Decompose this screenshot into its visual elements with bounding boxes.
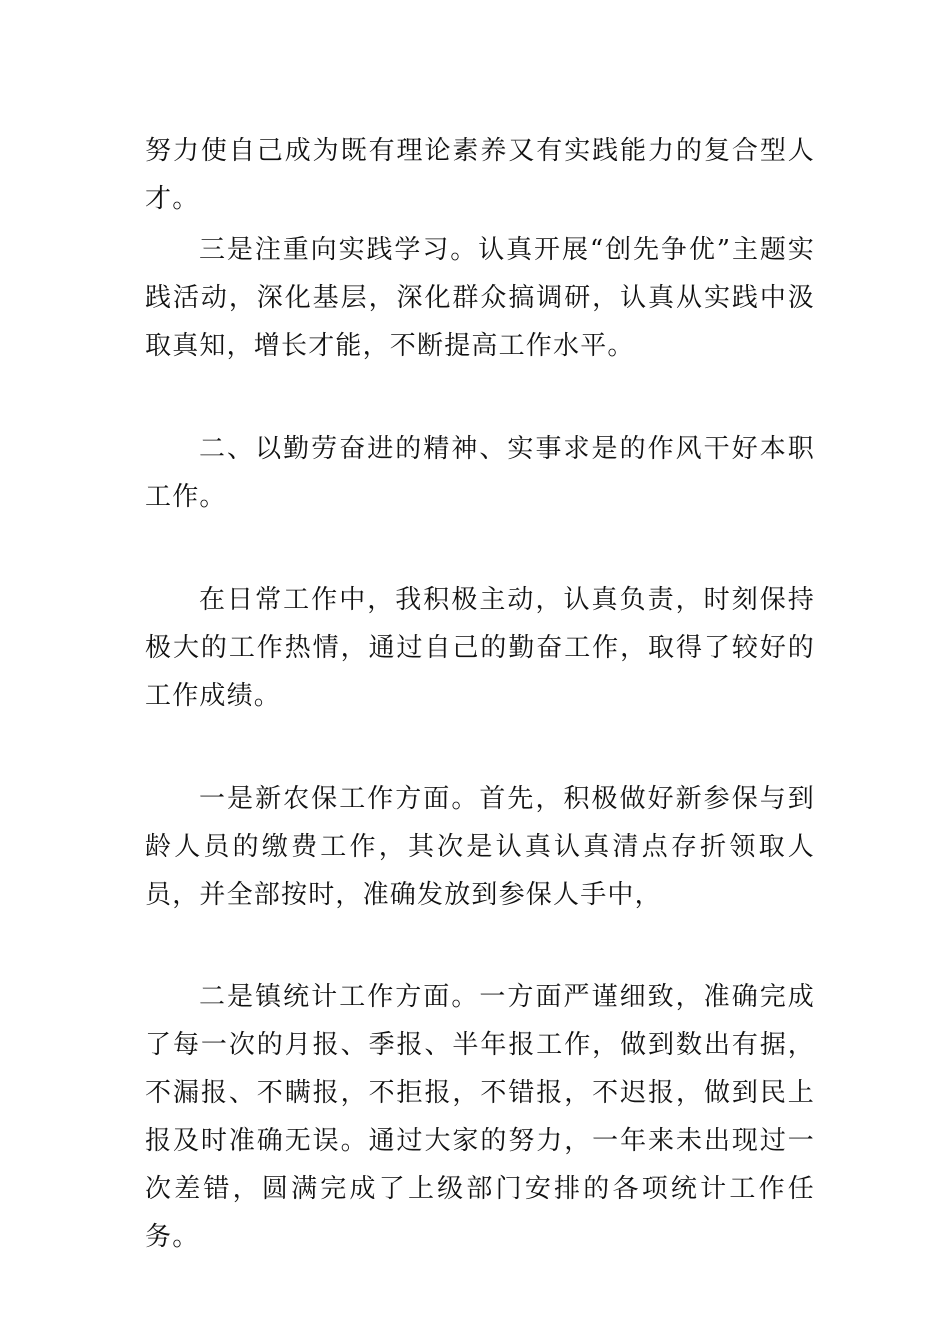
paragraph-statistics-work: 二是镇统计工作方面。一方面严谨细致，准确完成了每一次的月报、季报、半年报工作，做到数出有据，不漏报、不瞒报，不拒报，不错报，不迟报，做到民上报及时准确无误。通过大家的努力，一年来未出现过一次差错，圆满完成了上级部门安排的各项统计工作任务。: [145, 982, 815, 1252]
paragraph-practice-learning: 三是注重向实践学习。认真开展“创先争优”主题实践活动，深化基层，深化群众搞调研，认真从实践中汲取真知，增长才能，不断提高工作水平。: [145, 235, 815, 361]
paragraph-daily-work: 在日常工作中，我积极主动，认真负责，时刻保持极大的工作热情，通过自己的勤奋工作，取得了较好的工作成绩。: [145, 585, 815, 711]
paragraph-continuation: 努力使自己成为既有理论素养又有实践能力的复合型人才。: [145, 136, 815, 214]
section-heading-work-style: 二、以勤劳奋进的精神、实事求是的作风干好本职工作。: [145, 434, 815, 512]
paragraph-rural-insurance: 一是新农保工作方面。首先，积极做好新参保与到龄人员的缴费工作，其次是认真认真清点存折领取人员，并全部按时，准确发放到参保人手中，: [145, 784, 815, 910]
